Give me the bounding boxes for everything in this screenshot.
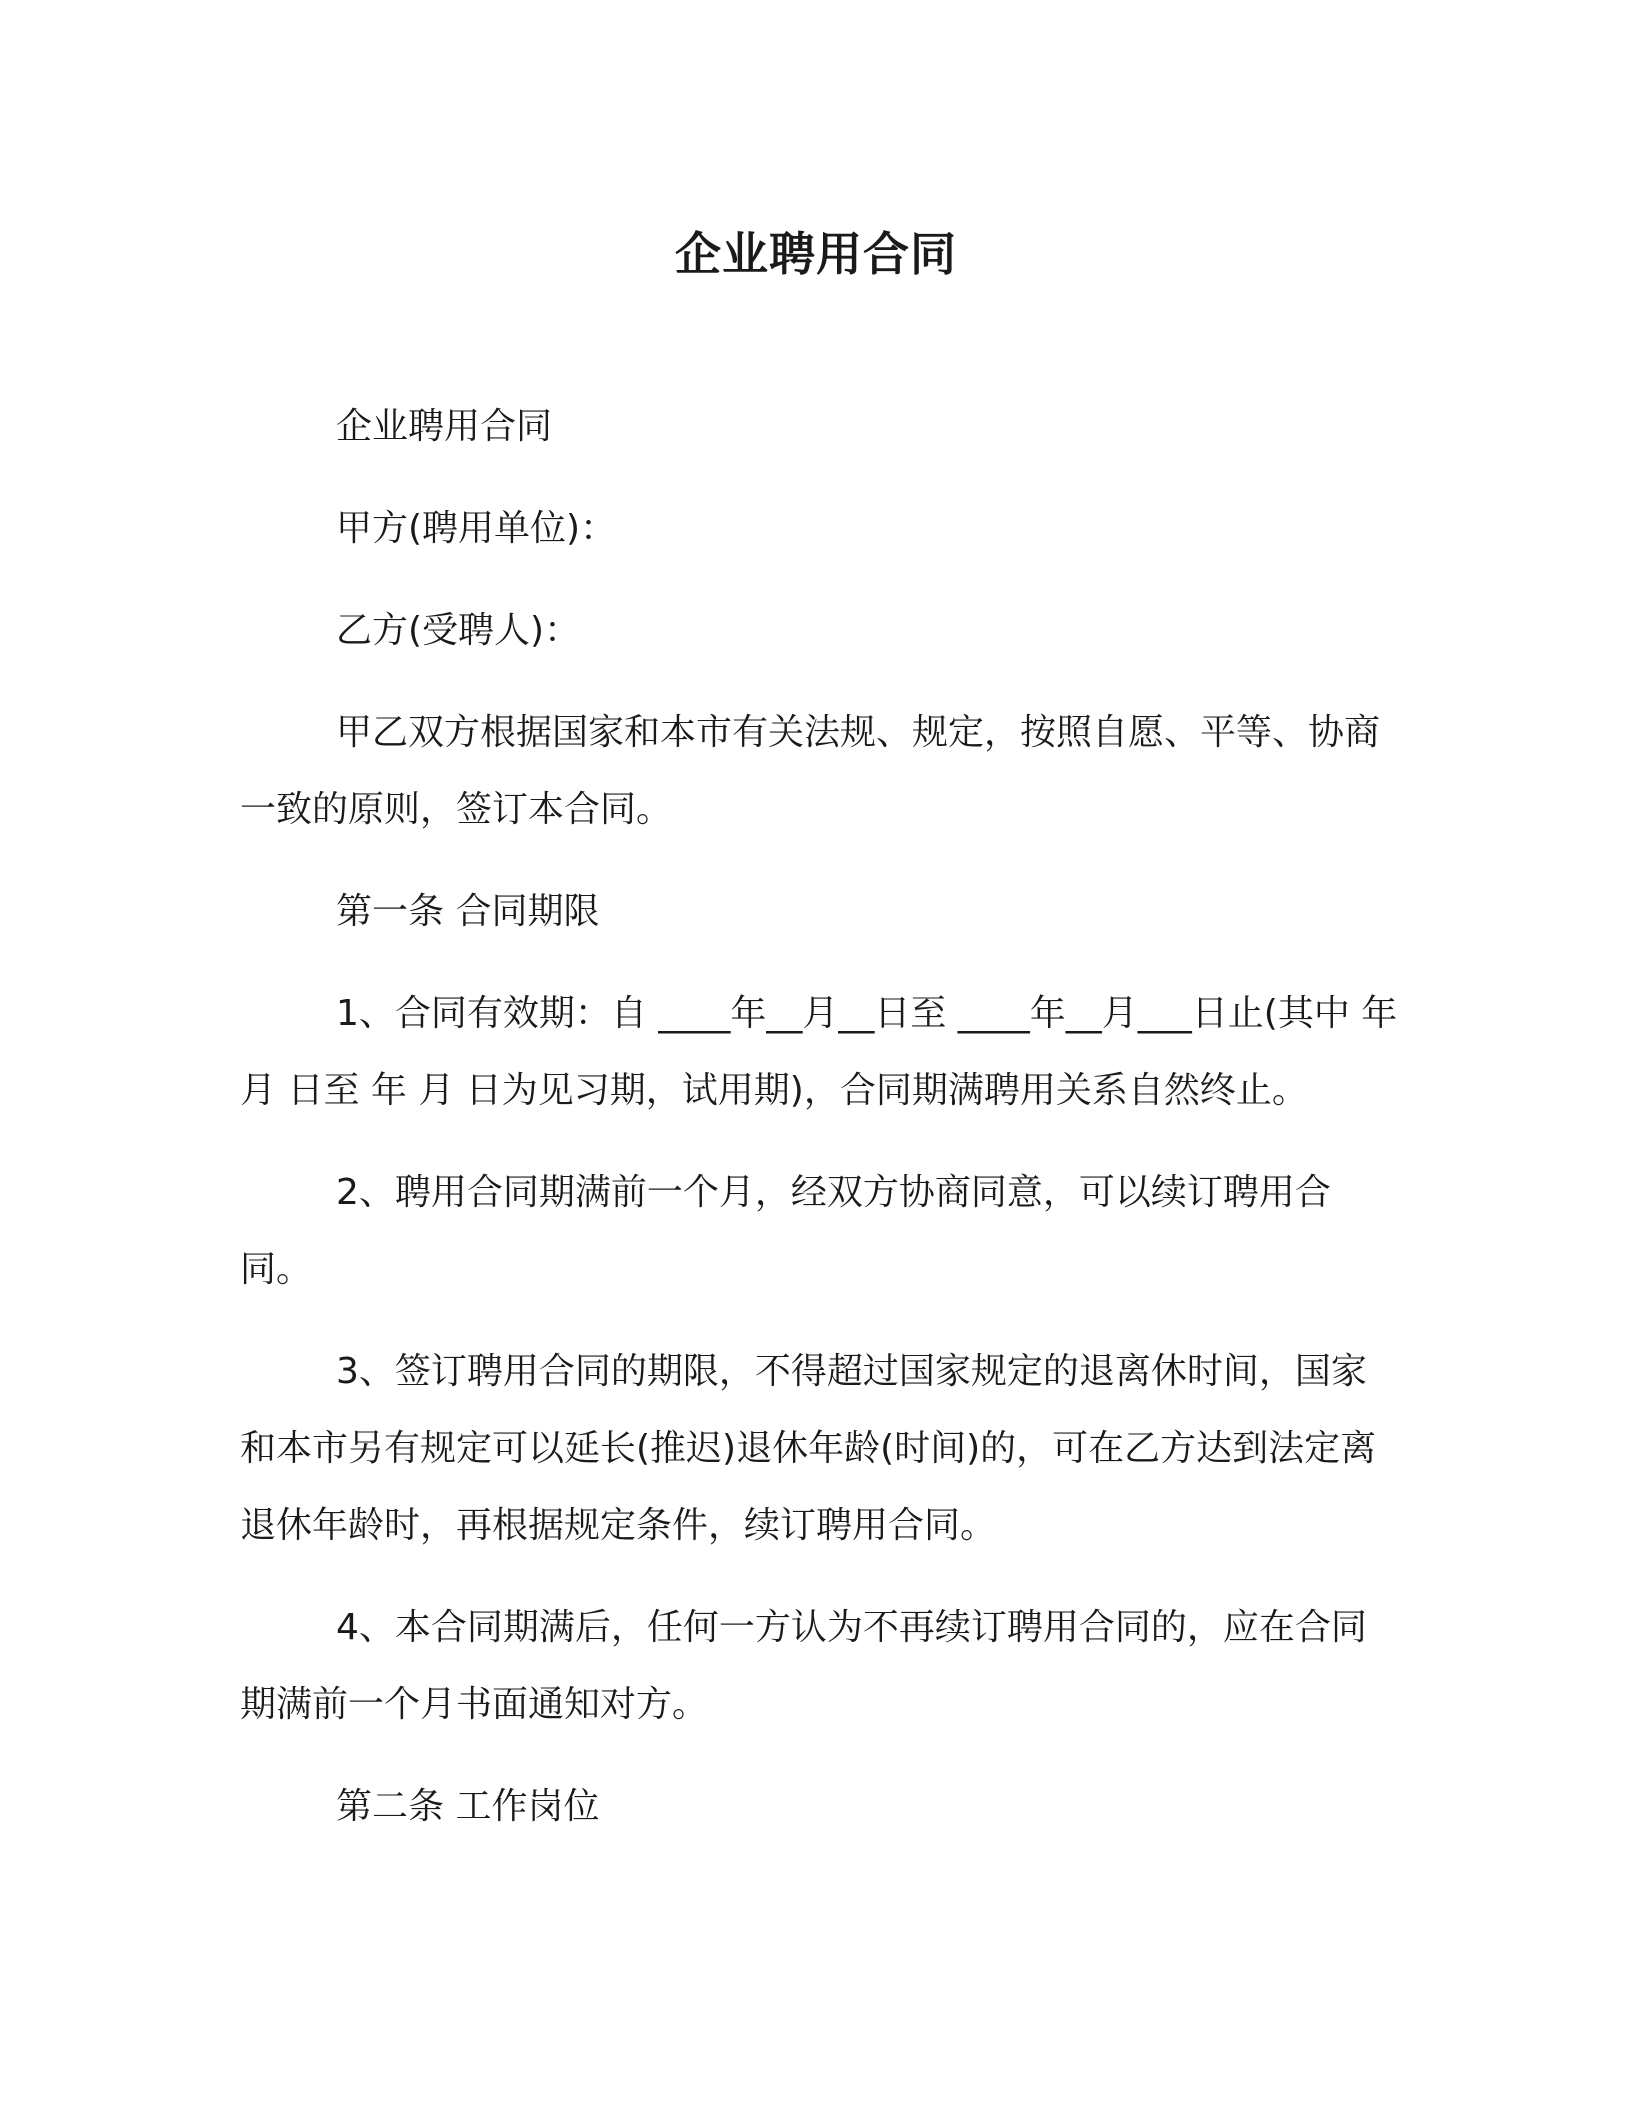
clause-1-1: 1、合同有效期：自 ____年__月__日至 ____年__月___日止(其中 年 月 日至 年 月 日为见习期，试用期)，合同期满聘用关系自然终止。	[240, 993, 1398, 1111]
subtitle-paragraph: 企业聘用合同	[336, 406, 553, 447]
document-title: 企业聘用合同	[675, 227, 957, 281]
document-body	[240, 388, 1400, 1870]
party-a-line: 甲方(聘用单位)：	[336, 508, 617, 549]
article-1-heading: 第一条 合同期限	[336, 891, 600, 932]
party-b-line: 乙方(受聘人)：	[336, 610, 581, 651]
clause-1-4: 4、本合同期满后，任何一方认为不再续订聘用合同的，应在合同期满前一个月书面通知对方。	[240, 1607, 1367, 1725]
clause-1-3: 3、签订聘用合同的期限，不得超过国家规定的退离休时间，国家和本市另有规定可以延长(推迟)退休年龄(时间)的，可在乙方达到法定离退休年龄时，再根据规定条件，续订聘用合同。	[240, 1351, 1377, 1546]
intro-paragraph: 甲乙双方根据国家和本市有关法规、规定，按照自愿、平等、协商一致的原则，签订本合同。	[240, 712, 1381, 830]
clause-1-2: 2、聘用合同期满前一个月，经双方协商同意，可以续订聘用合同。	[240, 1172, 1331, 1290]
article-2-heading: 第二条 工作岗位	[336, 1786, 600, 1827]
